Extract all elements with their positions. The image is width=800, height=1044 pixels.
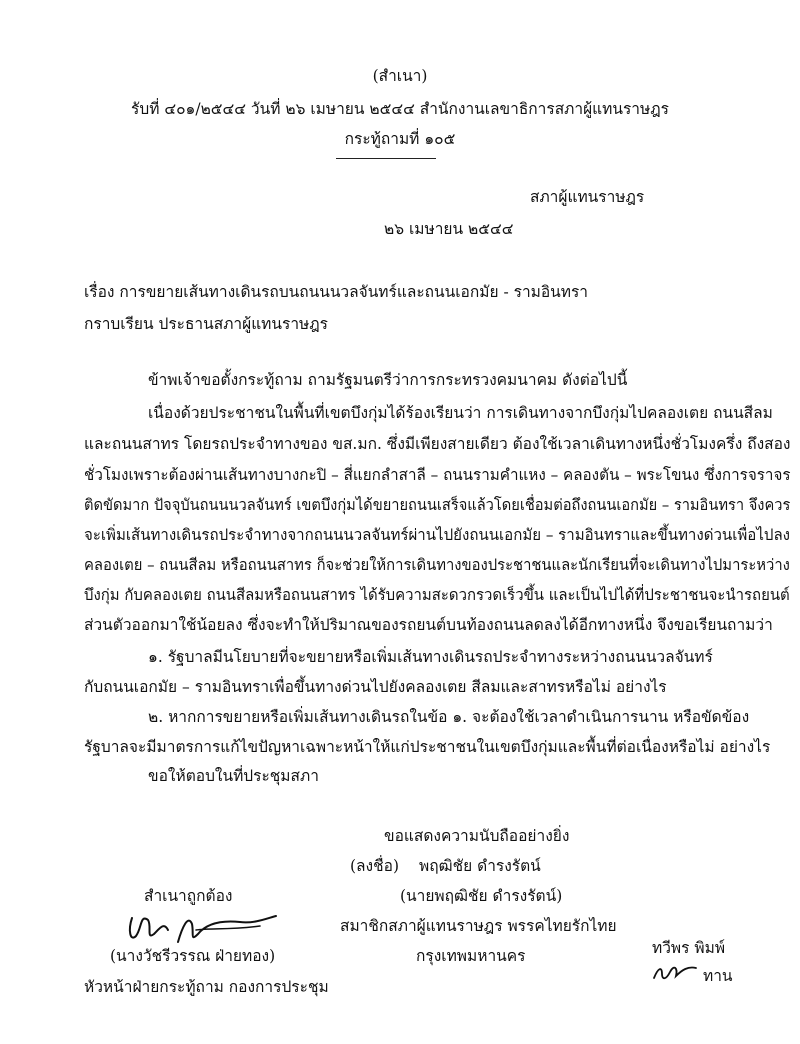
signer-position: สมาชิกสภาผู้แทนราษฎร พรรคไทยรักไทย [340,917,617,935]
certify-label: สำเนาถูกต้อง [144,887,233,905]
certifier-signature [120,900,280,950]
certifier-title: หัวหน้าฝ่ายกระทู้ถาม กองการประชุม [84,978,329,996]
organization: สภาผู้แทนราษฎร [530,188,645,206]
proofreader-initials [648,958,700,986]
body-line: จะเพิ่มเส้นทางเดินรถประจำทางจากถนนนวลจันทร์ผ่านไปยังถนนเอกมัย – รามอินทราและขึ้นทางด่วนเพื่อไปลง [84,526,791,544]
body-line: ส่วนตัวออกมาใช้น้อยลง ซึ่งจะทำให้ปริมาณของรถยนต์บนท้องถนนลดลงได้อีกทางหนึ่ง จึงขอเรียนถามว่า [84,616,773,634]
question-item-2: ๒. หากการขยายหรือเพิ่มเส้นทางเดินรถในข้อ ๑. จะต้องใช้เวลาดำเนินการนาน หรือขัดข้อง [148,708,750,726]
body-line: คลองเตย – ถนนสีลม หรือถนนสาทร ก็จะช่วยให้การเดินทางของประชาชนและนักเรียนที่จะเดินทางไปมาระหว่าง [84,556,790,574]
proofread-label: ทาน [703,967,733,985]
question-number: กระทู้ถามที่ ๑๐๕ [344,130,456,148]
salutation: กราบเรียน ประธานสภาผู้แทนราษฎร [84,315,328,333]
question-item-1: ๑. รัฐบาลมีนโยบายที่จะขยายหรือเพิ่มเส้นทางเดินรถประจำทางระหว่างถนนนวลจันทร์ [148,648,713,666]
signer-name: พฤฒิชัย ดำรงรัตน์ [419,857,541,875]
header-divider [336,158,436,159]
body-line: ชั่วโมงเพราะต้องผ่านเส้นทางบางกะปิ – สี่แยกลำสาลี – ถนนรามคำแหง – คลองตัน – พระโขนง ซึ่งการจราจร [84,466,791,484]
certifier-name: (นางวัชรีวรรณ ฝ่ายทอง) [110,947,276,965]
sign-label: (ลงชื่อ) [350,857,399,875]
typist-name: ทวีพร พิมพ์ [652,939,726,957]
subject-line: เรื่อง การขยายเส้นทางเดินรถบนถนนนวลจันทร์และถนนเอกมัย - รามอินทรา [84,283,589,301]
signer-city: กรุงเทพมหานคร [416,947,526,965]
body-line: ติดขัดมาก ปัจจุบันถนนนวลจันทร์ เขตบึงกุ่มได้ขยายถนนเสร็จแล้วโดยเชื่อมต่อถึงถนนเอกมัย – รามอินทรา จึงควร [84,496,791,514]
answer-request: ขอให้ตอบในที่ประชุมสภา [148,767,319,785]
body-line: และถนนสาทร โดยรถประจำทางของ ขส.มก. ซึ่งมีเพียงสายเดียว ต้องใช้เวลาเดินทางหนึ่งชั่วโมงครึ่ง ถึงสอง [84,435,791,453]
body-line: เนื่องด้วยประชาชนในพื้นที่เขตบึงกุ่มได้ร้องเรียนว่า การเดินทางจากบึงกุ่มไปคลองเตย ถนนสีลม [148,404,773,422]
closing-respect: ขอแสดงความนับถืออย่างยิ่ง [384,827,570,845]
body-line: กับถนนเอกมัย – รามอินทราเพื่อขึ้นทางด่วนไปยังคลองเตย สีลมและสาทรหรือไม่ อย่างไร [84,678,667,696]
document-date: ๒๖ เมษายน ๒๕๔๔ [384,220,514,238]
signer-full-name: (นายพฤฒิชัย ดำรงรัตน์) [400,887,563,905]
body-line: ข้าพเจ้าขอตั้งกระทู้ถาม ถามรัฐมนตรีว่าการกระทรวงคมนาคม ดังต่อไปนี้ [148,371,628,389]
body-line: บึงกุ่ม กับคลองเตย ถนนสีลมหรือถนนสาทร ได้รับความสะดวกรวดเร็วขึ้น และเป็นไปได้ที่ประชาชนจะนำรถยนต์ [84,586,790,604]
copy-label: (สำเนา) [372,67,428,85]
body-line: รัฐบาลจะมีมาตรการแก้ไขปัญหาเฉพาะหน้าให้แก่ประชาชนในเขตบึงกุ่มและพื้นที่ต่อเนื่องหรือไม่ อย่างไร [84,738,771,756]
receipt-line: รับที่ ๔๐๑/๒๕๔๔ วันที่ ๒๖ เมษายน ๒๕๔๔ สำนักงานเลขาธิการสภาผู้แทนราษฎร [131,100,669,118]
